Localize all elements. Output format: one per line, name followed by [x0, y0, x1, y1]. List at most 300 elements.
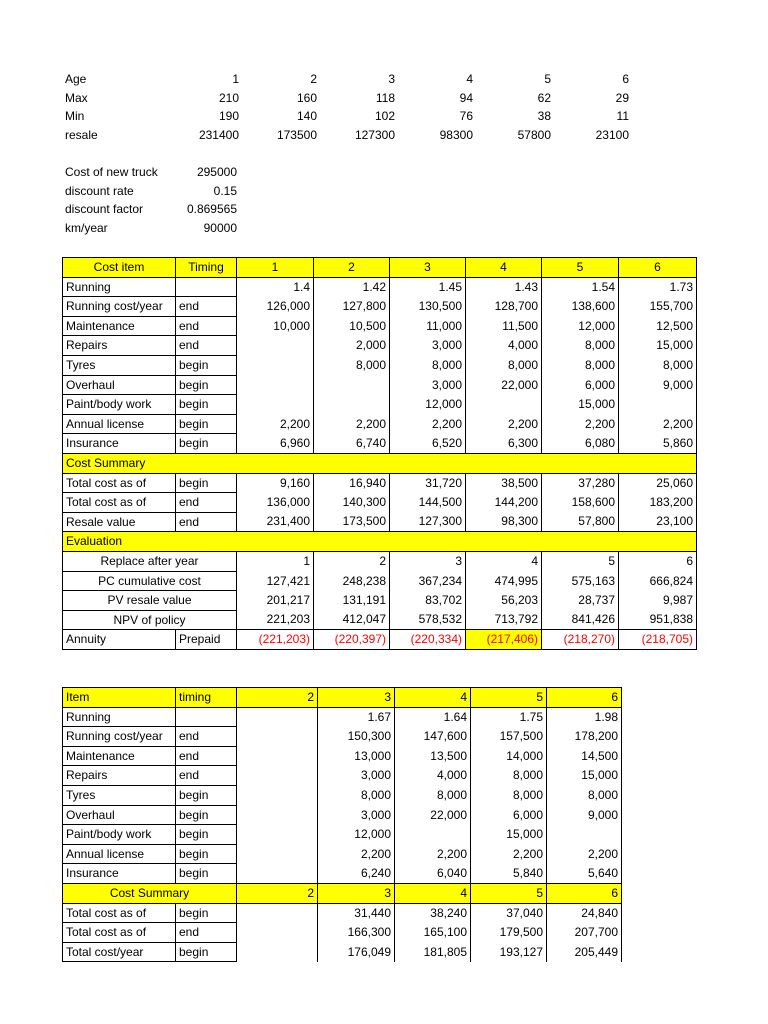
cell: 38,240: [395, 903, 471, 923]
row-label: Tyres: [63, 785, 176, 805]
cell: 8,000: [390, 355, 466, 375]
cell: 201,217: [237, 591, 314, 611]
cell: 28,737: [542, 591, 619, 611]
cell: 128,700: [466, 297, 542, 317]
annuity-cell: (218,270): [542, 630, 619, 650]
param-value: 231400: [198, 128, 239, 143]
cell: 2,200: [318, 844, 395, 864]
cell: 3,000: [318, 766, 395, 786]
cell: 127,421: [237, 571, 314, 591]
cell: 3,000: [390, 375, 466, 395]
cell: 578,532: [390, 610, 466, 630]
row-label: Repairs: [63, 766, 176, 786]
table-row: [63, 864, 622, 884]
cell: 183,200: [619, 493, 697, 513]
row-timing: begin: [176, 785, 237, 805]
param-value: 190: [218, 109, 239, 124]
row-timing: begin: [176, 844, 237, 864]
header-year: 6: [547, 688, 622, 708]
constant-label: discount factor: [65, 202, 144, 217]
cell: 6,000: [471, 805, 547, 825]
constant-row: [62, 200, 240, 219]
table-row: [63, 493, 697, 513]
table-row: [63, 375, 697, 395]
param-label: Age: [65, 72, 87, 86]
constant-label: Cost of new truck: [65, 165, 158, 179]
param-row: [62, 107, 632, 126]
cell: [314, 395, 390, 415]
summary-year: 4: [395, 883, 471, 903]
row-timing: end: [176, 746, 237, 766]
row-label: Maintenance: [63, 746, 176, 766]
cell: 4,000: [395, 766, 471, 786]
row-label: Overhaul: [63, 375, 176, 395]
table-row: [63, 316, 697, 336]
cell: 166,300: [318, 923, 395, 943]
cell: 1.45: [390, 277, 466, 297]
annuity-cell-best: (217,406): [466, 630, 542, 650]
row-label: Total cost as of: [63, 473, 176, 493]
cell: [237, 727, 318, 747]
row-label: Running cost/year: [63, 727, 176, 747]
cell: 158,600: [542, 493, 619, 513]
cell: 1.4: [237, 277, 314, 297]
table-row: [63, 512, 697, 532]
cell: [237, 375, 314, 395]
param-value: 98300: [439, 128, 473, 143]
row-timing: [176, 277, 237, 297]
cell: 22,000: [395, 805, 471, 825]
cell: 6,240: [318, 864, 395, 884]
cell: 126,000: [237, 297, 314, 317]
cell: 157,500: [471, 727, 547, 747]
cell: 144,200: [466, 493, 542, 513]
cell: 83,702: [390, 591, 466, 611]
section-cost-summary: Cost Summary: [63, 883, 237, 903]
table-row: [63, 844, 622, 864]
row-label: Replace after year: [63, 551, 237, 571]
cell: 205,449: [547, 942, 622, 962]
row-label: Resale value: [63, 512, 176, 532]
cell: 165,100: [395, 923, 471, 943]
cell: 367,234: [390, 571, 466, 591]
row-timing: end: [176, 727, 237, 747]
cell: 1.42: [314, 277, 390, 297]
header-timing: Timing: [176, 258, 237, 278]
summary-year: 6: [547, 883, 622, 903]
row-timing: begin: [176, 355, 237, 375]
param-value: 173500: [276, 128, 317, 143]
row-timing: begin: [176, 942, 237, 962]
cell: 8,000: [547, 785, 622, 805]
cell: 2,200: [395, 844, 471, 864]
row-label: Running: [63, 277, 176, 297]
cell: 37,040: [471, 903, 547, 923]
cell: 147,600: [395, 727, 471, 747]
table-row: [63, 746, 622, 766]
cell: 951,838: [619, 610, 697, 630]
param-value: 2: [310, 72, 317, 86]
cell: 248,238: [314, 571, 390, 591]
table-row: [63, 336, 697, 356]
cell: 2,200: [619, 414, 697, 434]
cell: [237, 844, 318, 864]
table-row: [63, 414, 697, 434]
table-row: [63, 766, 622, 786]
cell: 1.98: [547, 707, 622, 727]
cell: 12,000: [318, 825, 395, 845]
second-cost-table: [62, 687, 622, 962]
param-value: 29: [615, 90, 629, 105]
cell: 179,500: [471, 923, 547, 943]
cell: 13,000: [318, 746, 395, 766]
cell: 15,000: [547, 766, 622, 786]
cell: [237, 805, 318, 825]
summary-year: 3: [318, 883, 395, 903]
table-row: [63, 942, 622, 962]
table-row: [63, 395, 697, 415]
table-row: [63, 825, 622, 845]
cell: 10,000: [237, 316, 314, 336]
cell: 8,000: [314, 355, 390, 375]
parameters-table: [62, 70, 632, 145]
header-year: 5: [471, 688, 547, 708]
cell: 1.73: [619, 277, 697, 297]
cell: [237, 923, 318, 943]
row-label: Total cost as of: [63, 923, 176, 943]
section-cost-summary: Cost Summary: [63, 453, 697, 473]
cell: 2,200: [237, 414, 314, 434]
row-timing: end: [176, 512, 237, 532]
row-label: PC cumulative cost: [63, 571, 237, 591]
row-label: Total cost/year: [63, 942, 176, 962]
cell: 8,000: [619, 355, 697, 375]
cell: 13,500: [395, 746, 471, 766]
header-item: Item: [63, 688, 176, 708]
cell: 6,960: [237, 434, 314, 454]
cell: 10,500: [314, 316, 390, 336]
cell: 155,700: [619, 297, 697, 317]
param-value: 57800: [517, 128, 551, 143]
param-row: [62, 89, 632, 108]
cell: 1.54: [542, 277, 619, 297]
cell: [237, 864, 318, 884]
header-year: 4: [466, 258, 542, 278]
table-row: [63, 277, 697, 297]
cell: 37,280: [542, 473, 619, 493]
cell: 2,200: [314, 414, 390, 434]
table-row: [63, 903, 622, 923]
cell: 15,000: [619, 336, 697, 356]
table-row: [63, 923, 622, 943]
param-label: resale: [65, 128, 98, 143]
cell: 1.67: [318, 707, 395, 727]
header-timing: timing: [176, 688, 237, 708]
table-row: [63, 610, 697, 630]
cost-evaluation-table: [62, 257, 697, 650]
cell: 31,440: [318, 903, 395, 923]
row-timing: begin: [176, 805, 237, 825]
cell: [237, 903, 318, 923]
cell: 2,200: [471, 844, 547, 864]
row-timing: end: [176, 316, 237, 336]
row-label: Overhaul: [63, 805, 176, 825]
row-label: Running cost/year: [63, 297, 176, 317]
cell: 12,000: [542, 316, 619, 336]
param-label: Max: [65, 90, 88, 105]
cell: 12,000: [390, 395, 466, 415]
cell: 12,500: [619, 316, 697, 336]
row-label: Running: [63, 707, 176, 727]
cell: [395, 825, 471, 845]
param-value: 62: [537, 90, 551, 105]
cell: 474,995: [466, 571, 542, 591]
header-year: 4: [395, 688, 471, 708]
cell: [619, 395, 697, 415]
row-timing: end: [176, 336, 237, 356]
cell: 57,800: [542, 512, 619, 532]
annuity-cell: (220,334): [390, 630, 466, 650]
cell: [237, 766, 318, 786]
cell: 6,520: [390, 434, 466, 454]
row-timing: begin: [176, 434, 237, 454]
cell: 11,000: [390, 316, 466, 336]
constant-value: 90000: [203, 220, 237, 235]
row-label: Total cost as of: [63, 903, 176, 923]
cell: 8,000: [471, 766, 547, 786]
constant-value: 0.15: [213, 183, 237, 198]
row-timing: Prepaid: [176, 630, 237, 650]
cell: 176,049: [318, 942, 395, 962]
constant-label: km/year: [65, 220, 108, 235]
section-evaluation: Evaluation: [63, 532, 697, 552]
cell: 713,792: [466, 610, 542, 630]
cell: 3,000: [318, 805, 395, 825]
cell: 841,426: [542, 610, 619, 630]
header-year: 3: [318, 688, 395, 708]
param-value: 102: [374, 109, 395, 124]
cell: 127,800: [314, 297, 390, 317]
param-value: 4: [466, 72, 473, 86]
annuity-cell: (220,397): [314, 630, 390, 650]
table-row: [63, 473, 697, 493]
cell: [237, 395, 314, 415]
param-value: 11: [616, 109, 629, 124]
cell: 15,000: [471, 825, 547, 845]
row-timing: begin: [176, 473, 237, 493]
row-label: Maintenance: [63, 316, 176, 336]
cell: 25,060: [619, 473, 697, 493]
param-value: 38: [537, 109, 551, 124]
table-header-row: [63, 258, 697, 278]
row-timing: begin: [176, 375, 237, 395]
section-header-row: [63, 532, 697, 552]
param-value: 140: [296, 109, 317, 124]
cell: 127,300: [390, 512, 466, 532]
cell: 4: [466, 551, 542, 571]
row-label: Total cost as of: [63, 493, 176, 513]
cell: 2: [314, 551, 390, 571]
cell: 2,200: [542, 414, 619, 434]
summary-year: 2: [237, 883, 318, 903]
row-timing: end: [176, 923, 237, 943]
cell: 9,987: [619, 591, 697, 611]
param-row: [62, 70, 632, 89]
cell: [237, 785, 318, 805]
header-year: 3: [390, 258, 466, 278]
cell: 56,203: [466, 591, 542, 611]
cell: 666,824: [619, 571, 697, 591]
cell: 181,805: [395, 942, 471, 962]
cell: 24,840: [547, 903, 622, 923]
section-header-row: [63, 883, 622, 903]
cell: 14,000: [471, 746, 547, 766]
cell: 2,200: [390, 414, 466, 434]
cell: 231,400: [237, 512, 314, 532]
cell: 38,500: [466, 473, 542, 493]
constant-value: 0.869565: [186, 202, 237, 217]
param-value: 210: [218, 90, 239, 105]
table-row: [63, 727, 622, 747]
cell: [237, 942, 318, 962]
constant-value: 295000: [196, 165, 237, 179]
cell: 1: [237, 551, 314, 571]
cell: 144,500: [390, 493, 466, 513]
cell: 16,940: [314, 473, 390, 493]
cell: 150,300: [318, 727, 395, 747]
row-label: NPV of policy: [63, 610, 237, 630]
cell: 140,300: [314, 493, 390, 513]
cell: 14,500: [547, 746, 622, 766]
param-value: 1: [232, 72, 239, 86]
row-label: Paint/body work: [63, 825, 176, 845]
cell: 6,740: [314, 434, 390, 454]
cell: 31,720: [390, 473, 466, 493]
cell: 2,000: [314, 336, 390, 356]
section-header-row: [63, 453, 697, 473]
summary-year: 5: [471, 883, 547, 903]
row-label: Tyres: [63, 355, 176, 375]
cell: 5,640: [547, 864, 622, 884]
table-row: [63, 434, 697, 454]
param-value: 6: [622, 72, 629, 86]
cell: [237, 707, 318, 727]
table-row: [63, 571, 697, 591]
cell: 23,100: [619, 512, 697, 532]
row-timing: begin: [176, 414, 237, 434]
header-year: 2: [237, 688, 318, 708]
cell: 8,000: [542, 355, 619, 375]
param-value: 23100: [595, 128, 629, 143]
cell: 412,047: [314, 610, 390, 630]
row-timing: begin: [176, 864, 237, 884]
cell: 4,000: [466, 336, 542, 356]
constant-row: [62, 219, 240, 238]
param-value: 160: [296, 90, 317, 105]
annuity-row: [63, 630, 697, 650]
cell: 131,191: [314, 591, 390, 611]
param-value: 5: [544, 72, 551, 86]
cell: 8,000: [471, 785, 547, 805]
row-timing: begin: [176, 395, 237, 415]
table-row: [63, 805, 622, 825]
row-label: Annual license: [63, 414, 176, 434]
row-label: Paint/body work: [63, 395, 176, 415]
param-label: Min: [65, 109, 85, 124]
cell: 6,040: [395, 864, 471, 884]
cell: 178,200: [547, 727, 622, 747]
cell: 136,000: [237, 493, 314, 513]
cell: 11,500: [466, 316, 542, 336]
param-row: [62, 126, 632, 145]
cell: 98,300: [466, 512, 542, 532]
cell: 193,127: [471, 942, 547, 962]
cell: 1.64: [395, 707, 471, 727]
cell: 6,080: [542, 434, 619, 454]
cell: 575,163: [542, 571, 619, 591]
row-timing: [176, 707, 237, 727]
row-timing: end: [176, 766, 237, 786]
cell: 5: [542, 551, 619, 571]
cell: 9,000: [619, 375, 697, 395]
cell: [237, 336, 314, 356]
cell: 6,300: [466, 434, 542, 454]
param-value: 118: [375, 90, 395, 105]
row-label: Annuity: [63, 630, 176, 650]
cell: 15,000: [542, 395, 619, 415]
cell: 8,000: [542, 336, 619, 356]
header-cost-item: Cost item: [63, 258, 176, 278]
annuity-cell: (221,203): [237, 630, 314, 650]
cell: 173,500: [314, 512, 390, 532]
row-timing: end: [176, 493, 237, 513]
cell: 1.75: [471, 707, 547, 727]
cell: [237, 825, 318, 845]
cell: [237, 355, 314, 375]
row-label: Annual license: [63, 844, 176, 864]
row-label: Repairs: [63, 336, 176, 356]
table-row: [63, 297, 697, 317]
param-value: 94: [459, 90, 473, 105]
cell: 22,000: [466, 375, 542, 395]
cell: 138,600: [542, 297, 619, 317]
cell: 207,700: [547, 923, 622, 943]
header-year: 5: [542, 258, 619, 278]
annuity-cell: (218,705): [619, 630, 697, 650]
cell: 5,860: [619, 434, 697, 454]
cell: [237, 746, 318, 766]
cell: 5,840: [471, 864, 547, 884]
cell: 8,000: [466, 355, 542, 375]
row-label: Insurance: [63, 864, 176, 884]
cell: 9,160: [237, 473, 314, 493]
table-row: [63, 785, 622, 805]
header-year: 1: [237, 258, 314, 278]
table-header-row: [63, 688, 622, 708]
table-row: [63, 707, 622, 727]
cell: 1.43: [466, 277, 542, 297]
cell: 3: [390, 551, 466, 571]
cell: 130,500: [390, 297, 466, 317]
constant-row: [62, 163, 240, 182]
table-row: [63, 551, 697, 571]
cell: 2,200: [466, 414, 542, 434]
cell: 6: [619, 551, 697, 571]
cell: 6,000: [542, 375, 619, 395]
row-timing: end: [176, 297, 237, 317]
row-label: Insurance: [63, 434, 176, 454]
cell: [547, 825, 622, 845]
